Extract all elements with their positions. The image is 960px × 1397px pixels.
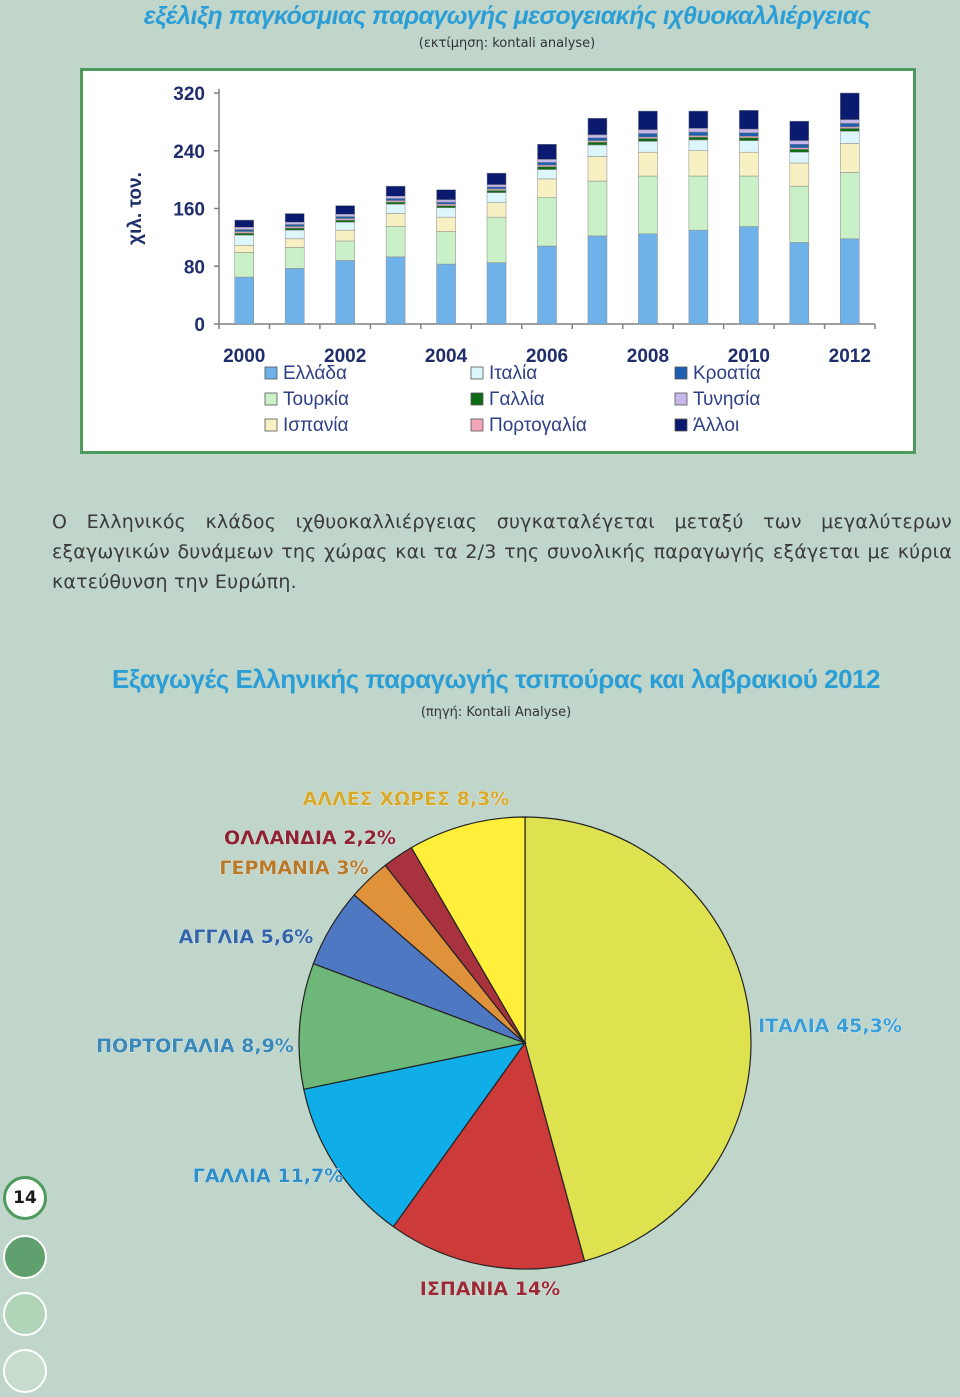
legend-swatch [675,419,687,431]
bar-segment [588,236,607,324]
bar-segment [487,203,506,217]
x-tick-label: 2004 [424,346,468,367]
bar-segment [840,172,859,238]
bar-segment [538,159,557,162]
body-paragraph: Ο Ελληνικός κλάδος ιχθυοκαλλιέργειας συγκαταλέγεται μεταξύ των μεγαλύτερων εξαγωγικών δυνάμεων της χώρας και τα 2/3 της συνολικής παραγωγής εξάγεται με κύρια κατεύθυνση την Ευρώπη. [52,511,952,593]
bar-segment [840,239,859,324]
y-tick-label: 240 [173,141,205,163]
bar-segment [840,120,859,124]
bar-segment [336,216,355,218]
bar-segment [437,190,456,200]
bar-segment [386,196,405,198]
page-number: 14 [3,1176,47,1220]
bar-segment [790,163,809,186]
pie-label: ΙΣΠΑΝΙΑ 14% [419,1278,561,1300]
legend-label: Κροατία [693,363,761,384]
bar-segment [689,140,708,151]
section-source-note: (πηγή: Kontali Analyse) [420,705,572,720]
bar-segment [840,144,859,173]
bar-segment [487,173,506,185]
bar-segment [487,190,506,192]
bar-segment [336,220,355,222]
bar-segment [487,263,506,324]
bar-segment [790,121,809,140]
bar-segment [790,152,809,163]
x-tick-label: 2006 [525,346,569,367]
pie-label: ΙΤΑΛΙΑ 45,3% [758,1015,902,1037]
bar-segment [285,247,304,268]
bar-segment [790,144,809,148]
bar-segment [638,130,657,134]
bar-segment [538,162,557,165]
bar-segment [588,157,607,182]
y-tick-label: 320 [173,84,205,105]
bar-segment [739,227,758,324]
bar-segment [336,222,355,230]
bar-chart-frame [80,68,916,454]
legend-swatch [471,419,483,431]
bar-segment [538,179,557,198]
legend-label: Τουρκία [283,389,349,410]
bar-segment [689,151,708,176]
legend-label: Ελλάδα [283,363,347,384]
bar-segment [336,260,355,324]
bar-segment [588,142,607,145]
pie-label: ΟΛΛΑΝΔΙΑ 2,2% [224,827,396,849]
bar-segment [285,239,304,248]
bar-segment [285,214,304,223]
bar-segment [840,131,859,143]
pie-label: ΓΑΛΛΙΑ 11,7% [192,1165,344,1187]
bar-segment [689,128,708,132]
bar-segment [538,246,557,324]
bar-segment [285,224,304,226]
bar-segment [588,181,607,236]
bar-segment [235,253,254,278]
bar-segment [739,152,758,176]
bar-segment [437,264,456,324]
bar-segment [285,268,304,324]
bar-segment [437,232,456,264]
legend-label: Ιταλία [489,363,538,384]
bar-segment [840,128,859,131]
bar-segment [790,149,809,152]
bar-segment [285,230,304,239]
bar-segment [235,235,254,245]
decorative-circle [3,1349,47,1393]
bar-segment [386,186,405,196]
bar-segment [638,138,657,141]
bar-segment [235,220,254,227]
bar-segment [739,110,758,129]
bar-segment [538,170,557,179]
bar-segment [285,222,304,224]
bar-segment [487,193,506,203]
legend-swatch [675,393,687,405]
bar-segment [538,144,557,159]
page-title: εξέλιξη παγκόσμιας παραγωγής μεσογειακής ιχθυοκαλλιέργειας [143,2,871,30]
bar-segment [739,133,758,137]
pie-label: ΑΓΓΛΙΑ 5,6% [178,926,314,948]
bar-segment [386,198,405,200]
legend-swatch [471,393,483,405]
legend-swatch [471,367,483,379]
bar-segment [235,233,254,235]
bar-segment [386,204,405,213]
bar-segment [386,257,405,324]
pie-label: ΑΛΛΕΣ ΧΩΡΕΣ 8,3% [302,788,510,810]
bar-segment [386,227,405,257]
bar-segment [487,185,506,187]
bar-segment [790,186,809,242]
x-tick-label: 2008 [626,346,670,367]
bar-segment [689,137,708,140]
bar-segment [588,118,607,135]
section-title: Εξαγωγές Ελληνικής παραγωγής τσιπούρας και λαβρακιού 2012 [112,664,880,694]
bar-segment [336,230,355,241]
legend-swatch [265,393,277,405]
pie-label: ΠΟΡΤΟΓΑΛΙΑ 8,9% [96,1035,294,1057]
legend-label: Άλλοι [693,415,740,436]
bar-segment [790,242,809,324]
bar-segment [336,241,355,260]
decorative-circle [3,1292,47,1336]
bar-segment [588,145,607,157]
bar-segment [790,141,809,145]
bar-segment [739,138,758,141]
bar-segment [235,229,254,231]
bar-segment [386,202,405,204]
y-tick-label: 80 [183,257,205,279]
bar-segment [235,227,254,229]
bar-segment [437,217,456,231]
bar-segment [487,217,506,262]
bar-segment [638,133,657,137]
chart-source-note: (εκτίμηση: kontali analyse) [418,36,596,51]
bar-segment [638,234,657,324]
bar-segment [538,167,557,170]
bar-segment [336,214,355,216]
bar-segment [235,277,254,324]
bar-segment [437,208,456,217]
legend-label: Ισπανία [283,415,349,436]
bar-segment [437,202,456,204]
legend-swatch [675,367,687,379]
bar-segment [285,228,304,230]
bar-segment [689,230,708,324]
legend-swatch [265,367,277,379]
bar-segment [840,93,859,120]
bar-segment [437,200,456,202]
bar-segment [588,135,607,138]
bar-segment [235,245,254,252]
bar-segment [386,214,405,227]
bar-segment [739,129,758,133]
x-tick-label: 2002 [324,346,367,367]
bar-segment [739,176,758,227]
y-tick-label: 160 [173,199,205,221]
pie-label: ΓΕΡΜΑΝΙΑ 3% [219,857,369,879]
legend-label: Πορτογαλία [489,415,587,436]
y-axis-title: χιλ. τον. [125,172,146,245]
bar-segment [588,138,607,141]
bar-segment [538,198,557,246]
bar-segment [840,123,859,127]
y-tick-label: 0 [194,315,205,336]
bar-segment [689,176,708,230]
bar-segment [487,187,506,189]
pie-chart [0,770,960,1330]
bar-segment [689,111,708,128]
legend-label: Τυνησία [693,389,761,410]
bar-segment [437,206,456,208]
decorative-circle [3,1235,47,1279]
bar-segment [638,141,657,152]
stacked-bar-chart [83,71,913,451]
bar-segment [638,152,657,176]
bar-segment [638,111,657,130]
x-tick-label: 2012 [828,346,871,367]
legend-swatch [265,419,277,431]
x-tick-label: 2000 [223,346,266,367]
bar-segment [739,141,758,153]
bar-segment [336,206,355,215]
bar-segment [689,132,708,136]
x-tick-label: 2010 [727,346,770,367]
bar-segment [638,176,657,234]
legend-label: Γαλλία [489,389,545,410]
